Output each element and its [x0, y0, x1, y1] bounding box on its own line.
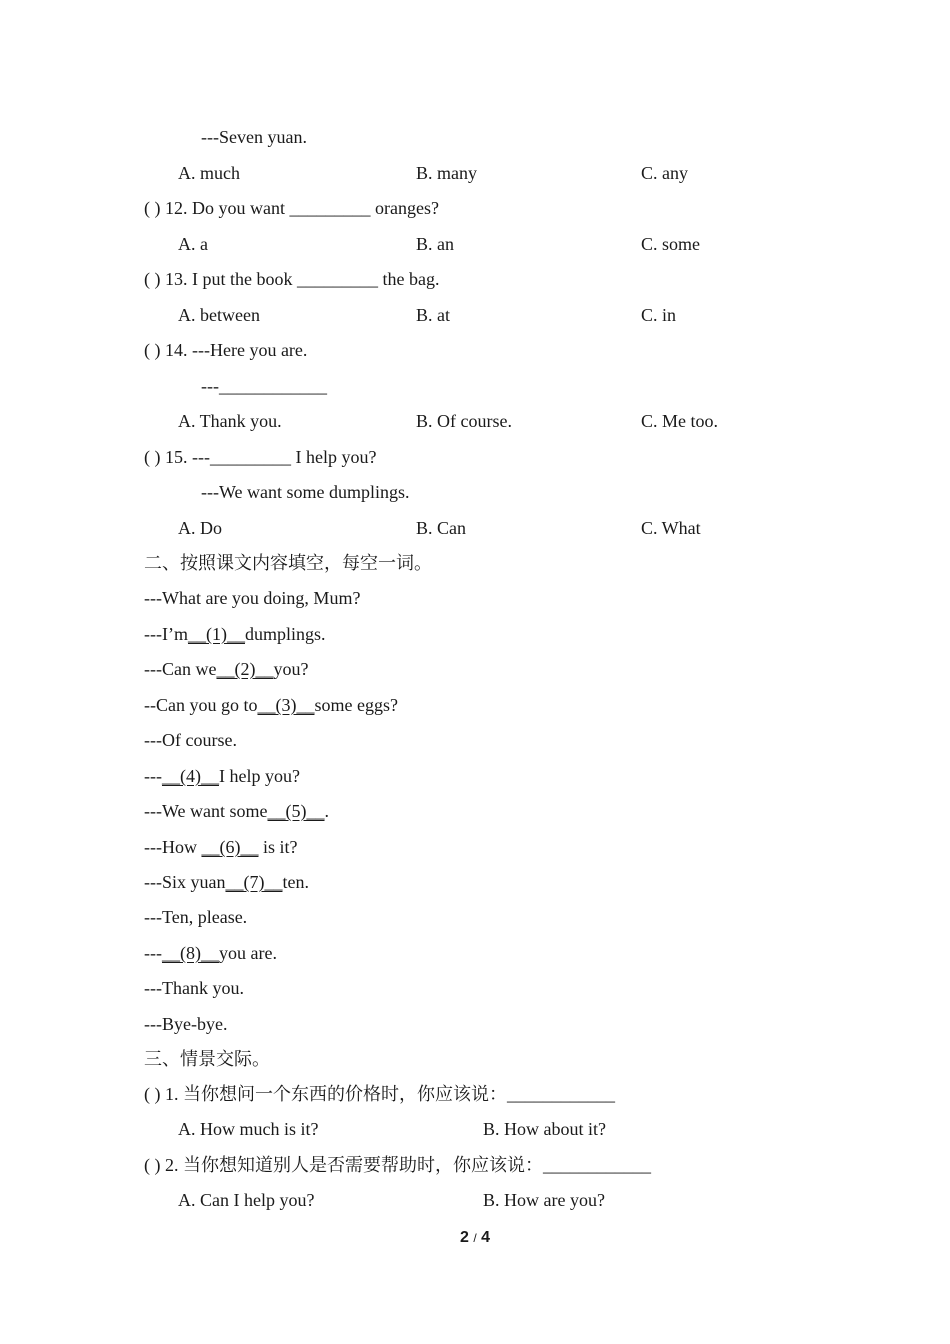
blank-5[interactable]: __(5)__ [267, 801, 325, 821]
blank-6[interactable]: __(6)__ [201, 837, 259, 857]
section-2-heading: 二、按照课文内容填空，每空一词。 [144, 553, 432, 573]
dialogue-line-8: ---How __(6)__ is it? [144, 837, 298, 857]
dialogue-line-10: ---Ten, please. [144, 907, 248, 927]
blank-4[interactable]: __(4)__ [161, 766, 219, 786]
q14-option-c[interactable]: C. Me too. [641, 411, 719, 431]
q13-option-c[interactable]: C. in [641, 305, 677, 325]
dialogue-line-6: ---__(4)__I help you? [144, 766, 300, 786]
current-page: 2 [459, 1229, 469, 1246]
q15-option-b[interactable]: B. Can [416, 518, 467, 538]
q13-option-b[interactable]: B. at [416, 305, 450, 325]
q14-option-a[interactable]: A. Thank you. [178, 411, 282, 431]
q15-option-a[interactable]: A. Do [178, 518, 222, 538]
dialogue-line-2: ---I’m__(1)__dumplings. [144, 624, 326, 644]
s3-q2-stem: ( ) 2. 当你想知道别人是否需要帮助时，你应该说：____________ [144, 1155, 651, 1175]
q11-option-b[interactable]: B. many [416, 163, 477, 183]
blank-8[interactable]: __(8)__ [161, 943, 219, 963]
page-separator: / [473, 1231, 477, 1245]
dialogue-line-11: ---__(8)__you are. [144, 943, 277, 963]
dialogue-line-13: ---Bye-bye. [144, 1014, 228, 1034]
q11-option-a[interactable]: A. much [178, 163, 240, 183]
dialogue-line-7: ---We want some__(5)__. [144, 801, 330, 821]
blank-2[interactable]: __(2)__ [216, 659, 274, 679]
dialogue-line-4: --Can you go to__(3)__some eggs? [144, 695, 398, 715]
q11-answer-line: ---Seven yuan. [201, 127, 307, 147]
q15-option-c[interactable]: C. What [641, 518, 701, 538]
q14-answer-line: ---____________ [201, 376, 327, 396]
dialogue-line-3: ---Can we__(2)__you? [144, 659, 309, 679]
blank-1[interactable]: __(1)__ [187, 624, 245, 644]
section-3-heading: 三、情景交际。 [144, 1049, 270, 1069]
dialogue-line-5: ---Of course. [144, 730, 237, 750]
blank-7[interactable]: __(7)__ [225, 872, 283, 892]
total-pages: 4 [481, 1229, 491, 1246]
s3-q1-option-a[interactable]: A. How much is it? [178, 1119, 319, 1139]
q12-option-c[interactable]: C. some [641, 234, 701, 254]
q14-option-b[interactable]: B. Of course. [416, 411, 512, 431]
q15-stem: ( ) 15. ---_________ I help you? [144, 447, 377, 467]
q12-option-b[interactable]: B. an [416, 234, 454, 254]
dialogue-line-12: ---Thank you. [144, 978, 244, 998]
dialogue-line-1: ---What are you doing, Mum? [144, 588, 361, 608]
q15-answer-line: ---We want some dumplings. [201, 482, 410, 502]
page-number [0, 1229, 950, 1247]
q11-option-c[interactable]: C. any [641, 163, 688, 183]
s3-q2-option-a[interactable]: A. Can I help you? [178, 1190, 315, 1210]
q12-option-a[interactable]: A. a [178, 234, 208, 254]
q13-option-a[interactable]: A. between [178, 305, 260, 325]
s3-q1-option-b[interactable]: B. How about it? [483, 1119, 606, 1139]
blank-3[interactable]: __(3)__ [257, 695, 315, 715]
s3-q1-stem: ( ) 1. 当你想问一个东西的价格时，你应该说：____________ [144, 1084, 615, 1104]
dialogue-line-9: ---Six yuan__(7)__ten. [144, 872, 309, 892]
s3-q2-option-b[interactable]: B. How are you? [483, 1190, 605, 1210]
q13-stem: ( ) 13. I put the book _________ the bag. [144, 269, 440, 289]
q14-stem: ( ) 14. ---Here you are. [144, 340, 308, 360]
q12-stem: ( ) 12. Do you want _________ oranges? [144, 198, 439, 218]
